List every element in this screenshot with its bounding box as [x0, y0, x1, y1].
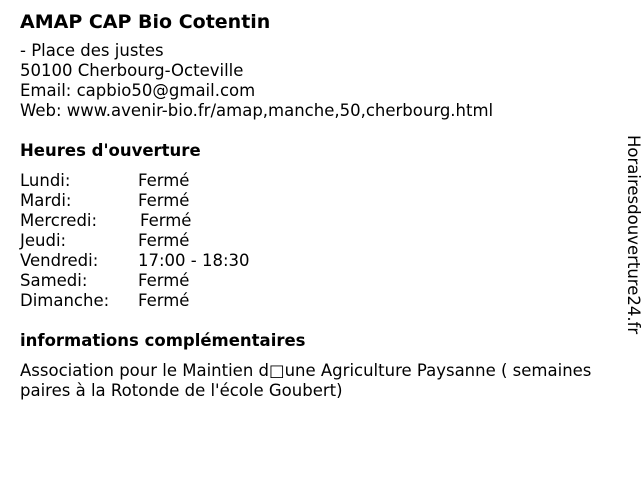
hours-heading: Heures d'ouverture [20, 141, 201, 160]
email-address: capbio50@gmail.com [76, 81, 256, 100]
day-label: Lundi: [20, 171, 71, 190]
web-line [20, 101, 620, 121]
email-label: Email: [20, 81, 72, 100]
hours-row-mardi [20, 191, 620, 211]
site-watermark: Horairesdouverture24.fr [624, 135, 643, 335]
day-hours: Fermé [138, 191, 190, 210]
hours-row-dimanche [20, 291, 620, 311]
hours-row-samedi [20, 271, 620, 291]
day-hours: Fermé [138, 231, 190, 250]
day-label: Jeudi: [20, 231, 67, 250]
hours-row-jeudi [20, 231, 620, 251]
info-text: Association pour le Maintien d□une Agriculture Paysanne ( semaines paires à la Rotonde de l'école Goubert) [20, 361, 592, 400]
hours-row-lundi [20, 171, 620, 191]
business-name: AMAP CAP Bio Cotentin [20, 11, 271, 33]
day-hours: Fermé [138, 291, 190, 310]
info-heading: informations complémentaires [20, 331, 306, 350]
day-label: Mercredi: [20, 211, 98, 230]
day-hours: 17:00 - 18:30 [138, 251, 250, 270]
day-label: Mardi: [20, 191, 72, 210]
hours-row-mercredi [20, 211, 620, 231]
address-line-2: 50100 Cherbourg-Octeville [20, 61, 244, 80]
hours-row-vendredi [20, 251, 620, 271]
address-line-1: - Place des justes [20, 41, 164, 60]
business-card [20, 10, 620, 401]
day-hours: Fermé [140, 211, 192, 230]
day-hours: Fermé [138, 171, 190, 190]
day-hours: Fermé [138, 271, 190, 290]
hours-table [20, 171, 620, 311]
day-label: Vendredi: [20, 251, 99, 270]
web-label: Web: [20, 101, 62, 120]
email-line [20, 81, 620, 101]
day-label: Dimanche: [20, 291, 110, 310]
day-label: Samedi: [20, 271, 88, 290]
web-address: www.avenir-bio.fr/amap,manche,50,cherbourg.html [66, 101, 494, 120]
